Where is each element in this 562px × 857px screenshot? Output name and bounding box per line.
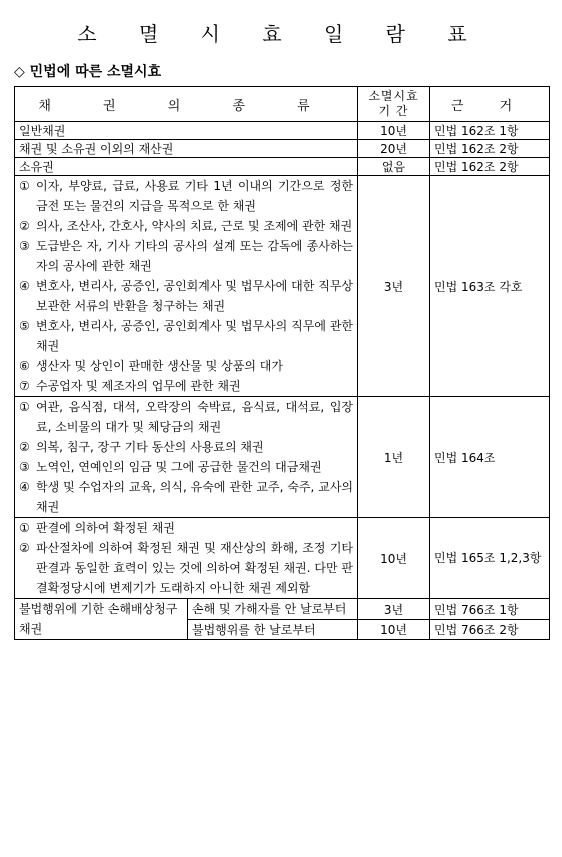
item-number: ⑦ xyxy=(19,379,30,393)
header-row xyxy=(15,87,550,122)
header-period-line1: 소멸시효 xyxy=(368,89,419,103)
item-text: 여관, 음식점, 대석, 오락장의 숙박료, 음식료, 대석료, 입장료, 소비물의 대가 및 체당금의 채권 xyxy=(36,400,354,434)
period-cell: 3년 xyxy=(358,176,430,397)
header-basis: 근 거 xyxy=(430,87,550,122)
kind-cell: 채권 및 소유권 이외의 재산권 xyxy=(15,140,358,158)
header-kind: 채 권 의 종 류 xyxy=(15,87,358,122)
sub-kind-cell: 불법행위를 한 날로부터 xyxy=(188,620,358,640)
item-text: 도급받은 자, 기사 기타의 공사의 설계 또는 감독에 종사하는 자의 공사에 관한 채권 xyxy=(36,239,354,273)
table-row xyxy=(15,122,550,140)
item-text: 학생 및 수업자의 교육, 의식, 유숙에 관한 교주, 숙주, 교사의 채권 xyxy=(36,480,354,514)
table-row-165 xyxy=(15,518,550,599)
item-number: ② xyxy=(19,541,30,555)
basis-cell: 민법 162조 2항 xyxy=(430,158,550,176)
item-number: ③ xyxy=(19,460,30,474)
table-row-766 xyxy=(15,599,550,620)
table-row-164 xyxy=(15,397,550,518)
header-period-line2: 기 간 xyxy=(378,104,409,118)
item-number: ④ xyxy=(19,480,30,494)
period-cell: 3년 xyxy=(358,599,430,620)
period-cell: 10년 xyxy=(358,620,430,640)
item-number: ① xyxy=(19,179,30,193)
list-item xyxy=(19,397,353,437)
list-item xyxy=(19,316,353,356)
kind-cell: 불법행위에 기한 손해배상청구채권 xyxy=(15,599,188,640)
period-cell: 1년 xyxy=(358,397,430,518)
item-number: ③ xyxy=(19,239,30,253)
list-item xyxy=(19,518,353,538)
table-row xyxy=(15,140,550,158)
list-item xyxy=(19,236,353,276)
page-title: 소 멸 시 효 일 람 표 xyxy=(77,22,485,46)
list-item xyxy=(19,176,353,216)
kind-items-cell xyxy=(15,518,358,599)
list-item xyxy=(19,356,353,376)
kind-cell: 소유권 xyxy=(15,158,358,176)
item-text: 변호사, 변리사, 공증인, 공인회계사 및 법무사의 직무에 관한 채권 xyxy=(36,319,354,353)
item-number: ⑥ xyxy=(19,359,30,373)
item-text: 생산자 및 상인이 판매한 생산물 및 상품의 대가 xyxy=(36,359,283,373)
list-item xyxy=(19,477,353,517)
basis-cell: 민법 165조 1,2,3항 xyxy=(430,518,550,599)
item-text: 노역인, 연예인의 임금 및 그에 공급한 물건의 대금채권 xyxy=(36,460,322,474)
basis-cell: 민법 162조 2항 xyxy=(430,140,550,158)
basis-cell: 민법 164조 xyxy=(430,397,550,518)
item-number: ② xyxy=(19,440,30,454)
basis-cell: 민법 162조 1항 xyxy=(430,122,550,140)
basis-cell: 민법 766조 2항 xyxy=(430,620,550,640)
kind-items-cell xyxy=(15,176,358,397)
header-period xyxy=(358,87,430,122)
table-row xyxy=(15,158,550,176)
item-number: ④ xyxy=(19,279,30,293)
period-cell: 없음 xyxy=(358,158,430,176)
list-item xyxy=(19,376,353,396)
list-item xyxy=(19,437,353,457)
prescription-table xyxy=(14,86,550,640)
basis-cell: 민법 163조 각호 xyxy=(430,176,550,397)
item-number: ⑤ xyxy=(19,319,30,333)
item-text: 수공업자 및 제조자의 업무에 관한 채권 xyxy=(36,379,241,393)
item-text: 의복, 침구, 장구 기타 동산의 사용료의 채권 xyxy=(36,440,264,454)
item-text: 변호사, 변리사, 공증인, 공인회계사 및 법무사에 대한 직무상 보관한 서류의 반환을 청구하는 채권 xyxy=(36,279,354,313)
item-text: 의사, 조산사, 간호사, 약사의 치료, 근로 및 조제에 관한 채권 xyxy=(36,219,353,233)
item-text: 이자, 부양료, 급료, 사용료 기타 1년 이내의 기간으로 정한 금전 또는 물건의 지급을 목적으로 한 채권 xyxy=(36,179,354,213)
item-text: 판결에 의하여 확정된 채권 xyxy=(36,521,175,535)
list-item xyxy=(19,457,353,477)
list-item xyxy=(19,276,353,316)
table-row-163 xyxy=(15,176,550,397)
list-item xyxy=(19,538,353,598)
item-number: ① xyxy=(19,400,30,414)
item-number: ① xyxy=(19,521,30,535)
period-cell: 10년 xyxy=(358,122,430,140)
item-number: ② xyxy=(19,219,30,233)
item-text: 파산절차에 의하여 확정된 채권 및 재산상의 화해, 조정 기타 판결과 동일한 효력이 있는 것에 의하여 확정된 채권. 다만 판결확정당시에 변제기가 도래하지 아니한 채권 제외함 xyxy=(36,541,354,595)
period-cell: 10년 xyxy=(358,518,430,599)
kind-items-cell xyxy=(15,397,358,518)
basis-cell: 민법 766조 1항 xyxy=(430,599,550,620)
section-subtitle: ◇ 민법에 따른 소멸시효 xyxy=(14,64,162,80)
period-cell: 20년 xyxy=(358,140,430,158)
kind-cell: 일반채권 xyxy=(15,122,358,140)
list-item xyxy=(19,216,353,236)
sub-kind-cell: 손해 및 가해자를 안 날로부터 xyxy=(188,599,358,620)
